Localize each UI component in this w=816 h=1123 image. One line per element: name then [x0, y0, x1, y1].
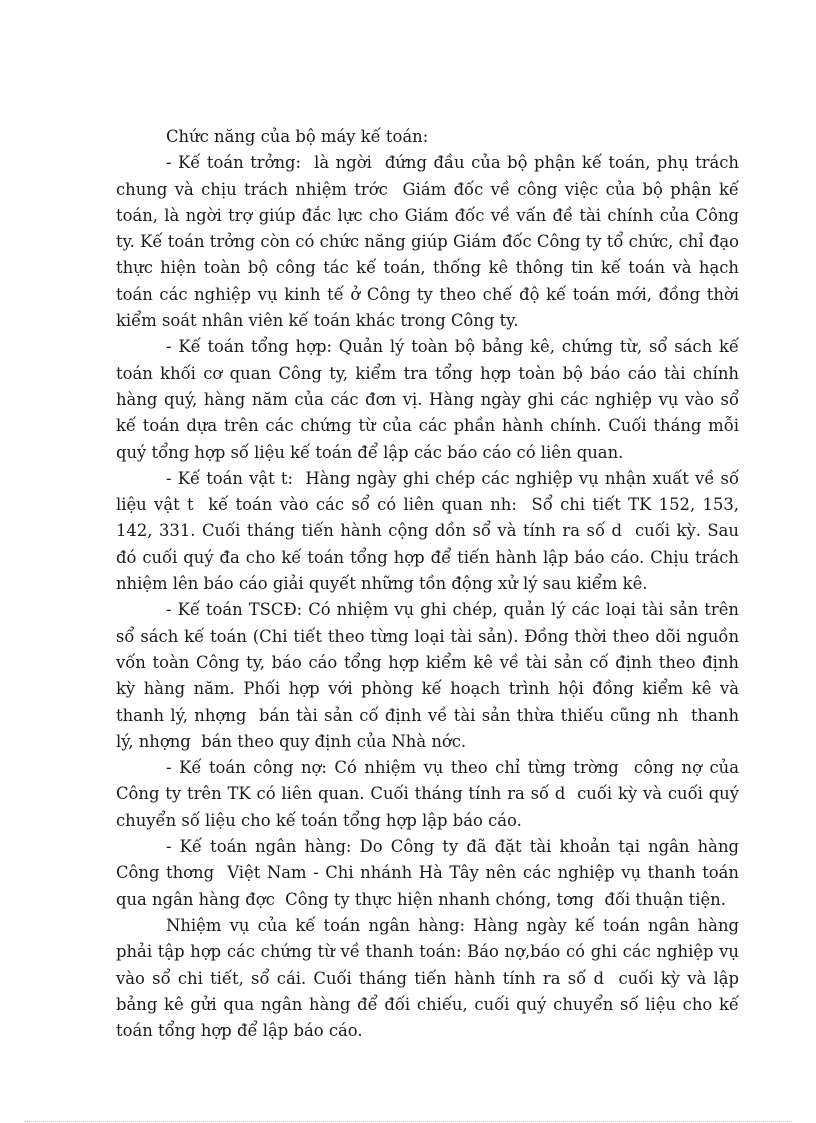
paragraph-bank-duties: Nhiệm vụ của kế toán ngân hàng: Hàng ngày kế toán ngân hàng phải tập hợp các chứng từ về thanh toán: Báo nợ,báo có ghi các nghiệp vụ vào sổ chi tiết, sổ cái. Cuối tháng tiến hành tính ra số d cuối kỳ và lập bảng kê gửi qua ngân hàng để đối chiếu, cuối quý chuyển số liệu cho kế toán tổng hợp để lập báo cáo. [116, 915, 745, 1041]
paragraph-bank-accountant: - Kế toán ngân hàng: Do Công ty đã đặt tài khoản tại ngân hàng Công thơng Việt Nam - Chi nhánh Hà Tây nên các nghiệp vụ thanh toán qua ngân hàng đợc Công ty thực hiện nhanh chóng, tơng đối thuận tiện. [116, 837, 745, 909]
page-bottom-divider [24, 1121, 792, 1122]
paragraph-receivables-accountant: - Kế toán công nợ: Có nhiệm vụ theo chỉ từng trờng công nợ của Công ty trên TK có liên quan. Cuối tháng tính ra số d cuối kỳ và cuối quý chuyển số liệu cho kế toán tổng hợp lập báo cáo. [116, 758, 745, 830]
paragraph-chief-accountant: - Kế toán trởng: là ngời đứng đầu của bộ phận kế toán, phụ trách chung và chịu trách nhiệm trớc Giám đốc về công việc của bộ phận kế toán, là ngời trợ giúp đắc lực cho Giám đốc về vấn đề tài chính của Công ty. Kế toán trởng còn có chức năng giúp Giám đốc Công ty tổ chức, chỉ đạo thực hiện toàn bộ công tác kế toán, thống kê thông tin kế toán và hạch toán các nghiệp vụ kinh tế ở Công ty theo chế độ kế toán mới, đồng thời kiểm soát nhân viên kế toán khác trong Công ty. [116, 153, 745, 331]
paragraph-materials-accountant: - Kế toán vật t: Hàng ngày ghi chép các nghiệp vụ nhận xuất về số liệu vật t kế toán vào các sổ có liên quan nh: Sổ chi tiết TK 152, 153, 142, 331. Cuối tháng tiến hành cộng dồn sổ và tính ra số d cuối kỳ. Sau đó cuối quý đa cho kế toán tổng hợp để tiến hành lập báo cáo. Chịu trách nhiệm lên báo cáo giải quyết những tồn động xử lý sau kiểm kê. [116, 468, 745, 594]
paragraph-general-accountant: - Kế toán tổng hợp: Quản lý toàn bộ bảng kê, chứng từ, sổ sách kế toán khối cơ quan Công ty, kiểm tra tổng hợp toàn bộ báo cáo tài chính hàng quý, hàng năm của các đơn vị. Hàng ngày ghi các nghiệp vụ vào sổ kế toán dựa trên các chứng từ của các phần hành chính. Cuối tháng mỗi quý tổng hợp số liệu kế toán để lập các báo cáo có liên quan. [116, 337, 745, 462]
paragraph-heading: Chức năng của bộ máy kế toán: [166, 127, 429, 146]
paragraph-fixed-assets-accountant: - Kế toán TSCĐ: Có nhiệm vụ ghi chép, quản lý các loại tài sản trên sổ sách kế toán (Chi tiết theo từng loại tài sản). Đồng thời theo dõi nguồn vốn toàn Công ty, báo cáo tổng hợp kiểm kê về tài sản cố định theo định kỳ hàng năm. Phối hợp với phòng kế hoạch trình hội đồng kiểm kê và thanh lý, nhợng bán tài sản cố định về tài sản thừa thiếu cũng nh thanh lý, nhợng bán theo quy định của Nhà nớc. [116, 600, 745, 751]
document-body [116, 124, 745, 1044]
